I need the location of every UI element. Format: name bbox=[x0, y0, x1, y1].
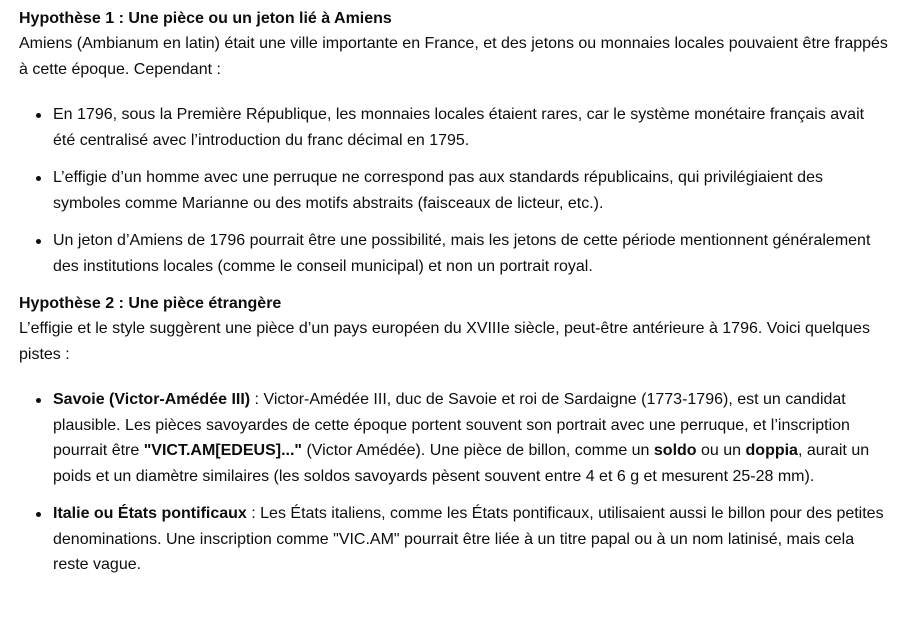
italie-title: Italie ou États pontificaux bbox=[53, 505, 247, 522]
list-item-text: L’effigie d’un homme avec une perruque ne correspond pas aux standards républicains, qui privilégiaient des symboles comme Marianne ou des motifs abstraits (faisceaux de licteur, etc.). bbox=[53, 169, 823, 212]
section2-list bbox=[19, 387, 889, 578]
list-item bbox=[19, 165, 889, 216]
bullet-dot bbox=[36, 176, 41, 181]
list-item-italie bbox=[19, 501, 889, 578]
bullet-dot bbox=[36, 398, 41, 403]
savoie-inscription: "VICT.AM[EDEUS]..." bbox=[143, 442, 303, 459]
bullet-dot bbox=[36, 239, 41, 244]
list-item-text: En 1796, sous la Première République, les monnaies locales étaient rares, car le système monétaire français avait été centralisé avec l’introduction du franc décimal en 1795. bbox=[53, 106, 865, 149]
section1-list bbox=[19, 102, 889, 279]
section1-heading: Hypothèse 1 : Une pièce ou un jeton lié à Amiens bbox=[19, 10, 392, 27]
list-item-text: Un jeton d’Amiens de 1796 pourrait être une possibilité, mais les jetons de cette période mentionnent généralement des institutions locales (comme le conseil municipal) et non un portrait royal. bbox=[53, 232, 871, 275]
list-item bbox=[19, 228, 889, 279]
savoie-text-4: , aurait un poids et un diamètre similaires (les soldos savoyards pèsent souvent entre 4 et 6 g et mesurent 25-28 mm). bbox=[53, 442, 870, 485]
savoie-text-3: ou un bbox=[696, 442, 746, 459]
section1-intro: Amiens (Ambianum en latin) était une ville importante en France, et des jetons ou monnaies locales pouvaient être frappés à cette époque. Cependant : bbox=[19, 35, 888, 78]
list-item-savoie bbox=[19, 387, 889, 489]
savoie-title: Savoie (Victor-Amédée III) bbox=[53, 391, 251, 408]
savoie-soldo: soldo bbox=[653, 442, 697, 459]
section2-intro: L’effigie et le style suggèrent une pièce d’un pays européen du XVIIIe siècle, peut-être antérieure à 1796. Voici quelques pistes : bbox=[19, 320, 870, 363]
savoie-text-1: : Victor-Amédée III, duc de Savoie et roi de Sardaigne (1773-1796), est un candidat plausible. Les pièces savoyardes de cette époque portent souvent son portrait avec une perruque, et l’inscription pourrait être bbox=[53, 391, 850, 459]
list-item bbox=[19, 102, 889, 153]
savoie-doppia: doppia bbox=[745, 442, 798, 459]
bullet-dot bbox=[36, 113, 41, 118]
bullet-dot bbox=[36, 512, 41, 517]
section2-heading: Hypothèse 2 : Une pièce étrangère bbox=[19, 295, 282, 312]
savoie-text-2: (Victor Amédée). Une pièce de billon, comme un bbox=[302, 442, 654, 459]
italie-text: : Les États italiens, comme les États pontificaux, utilisaient aussi le billon pour des petites denominations. Une inscription comme "VIC.AM" pourrait être liée à un titre papal ou à un nom latinisé, mais cela reste vague. bbox=[53, 505, 884, 573]
